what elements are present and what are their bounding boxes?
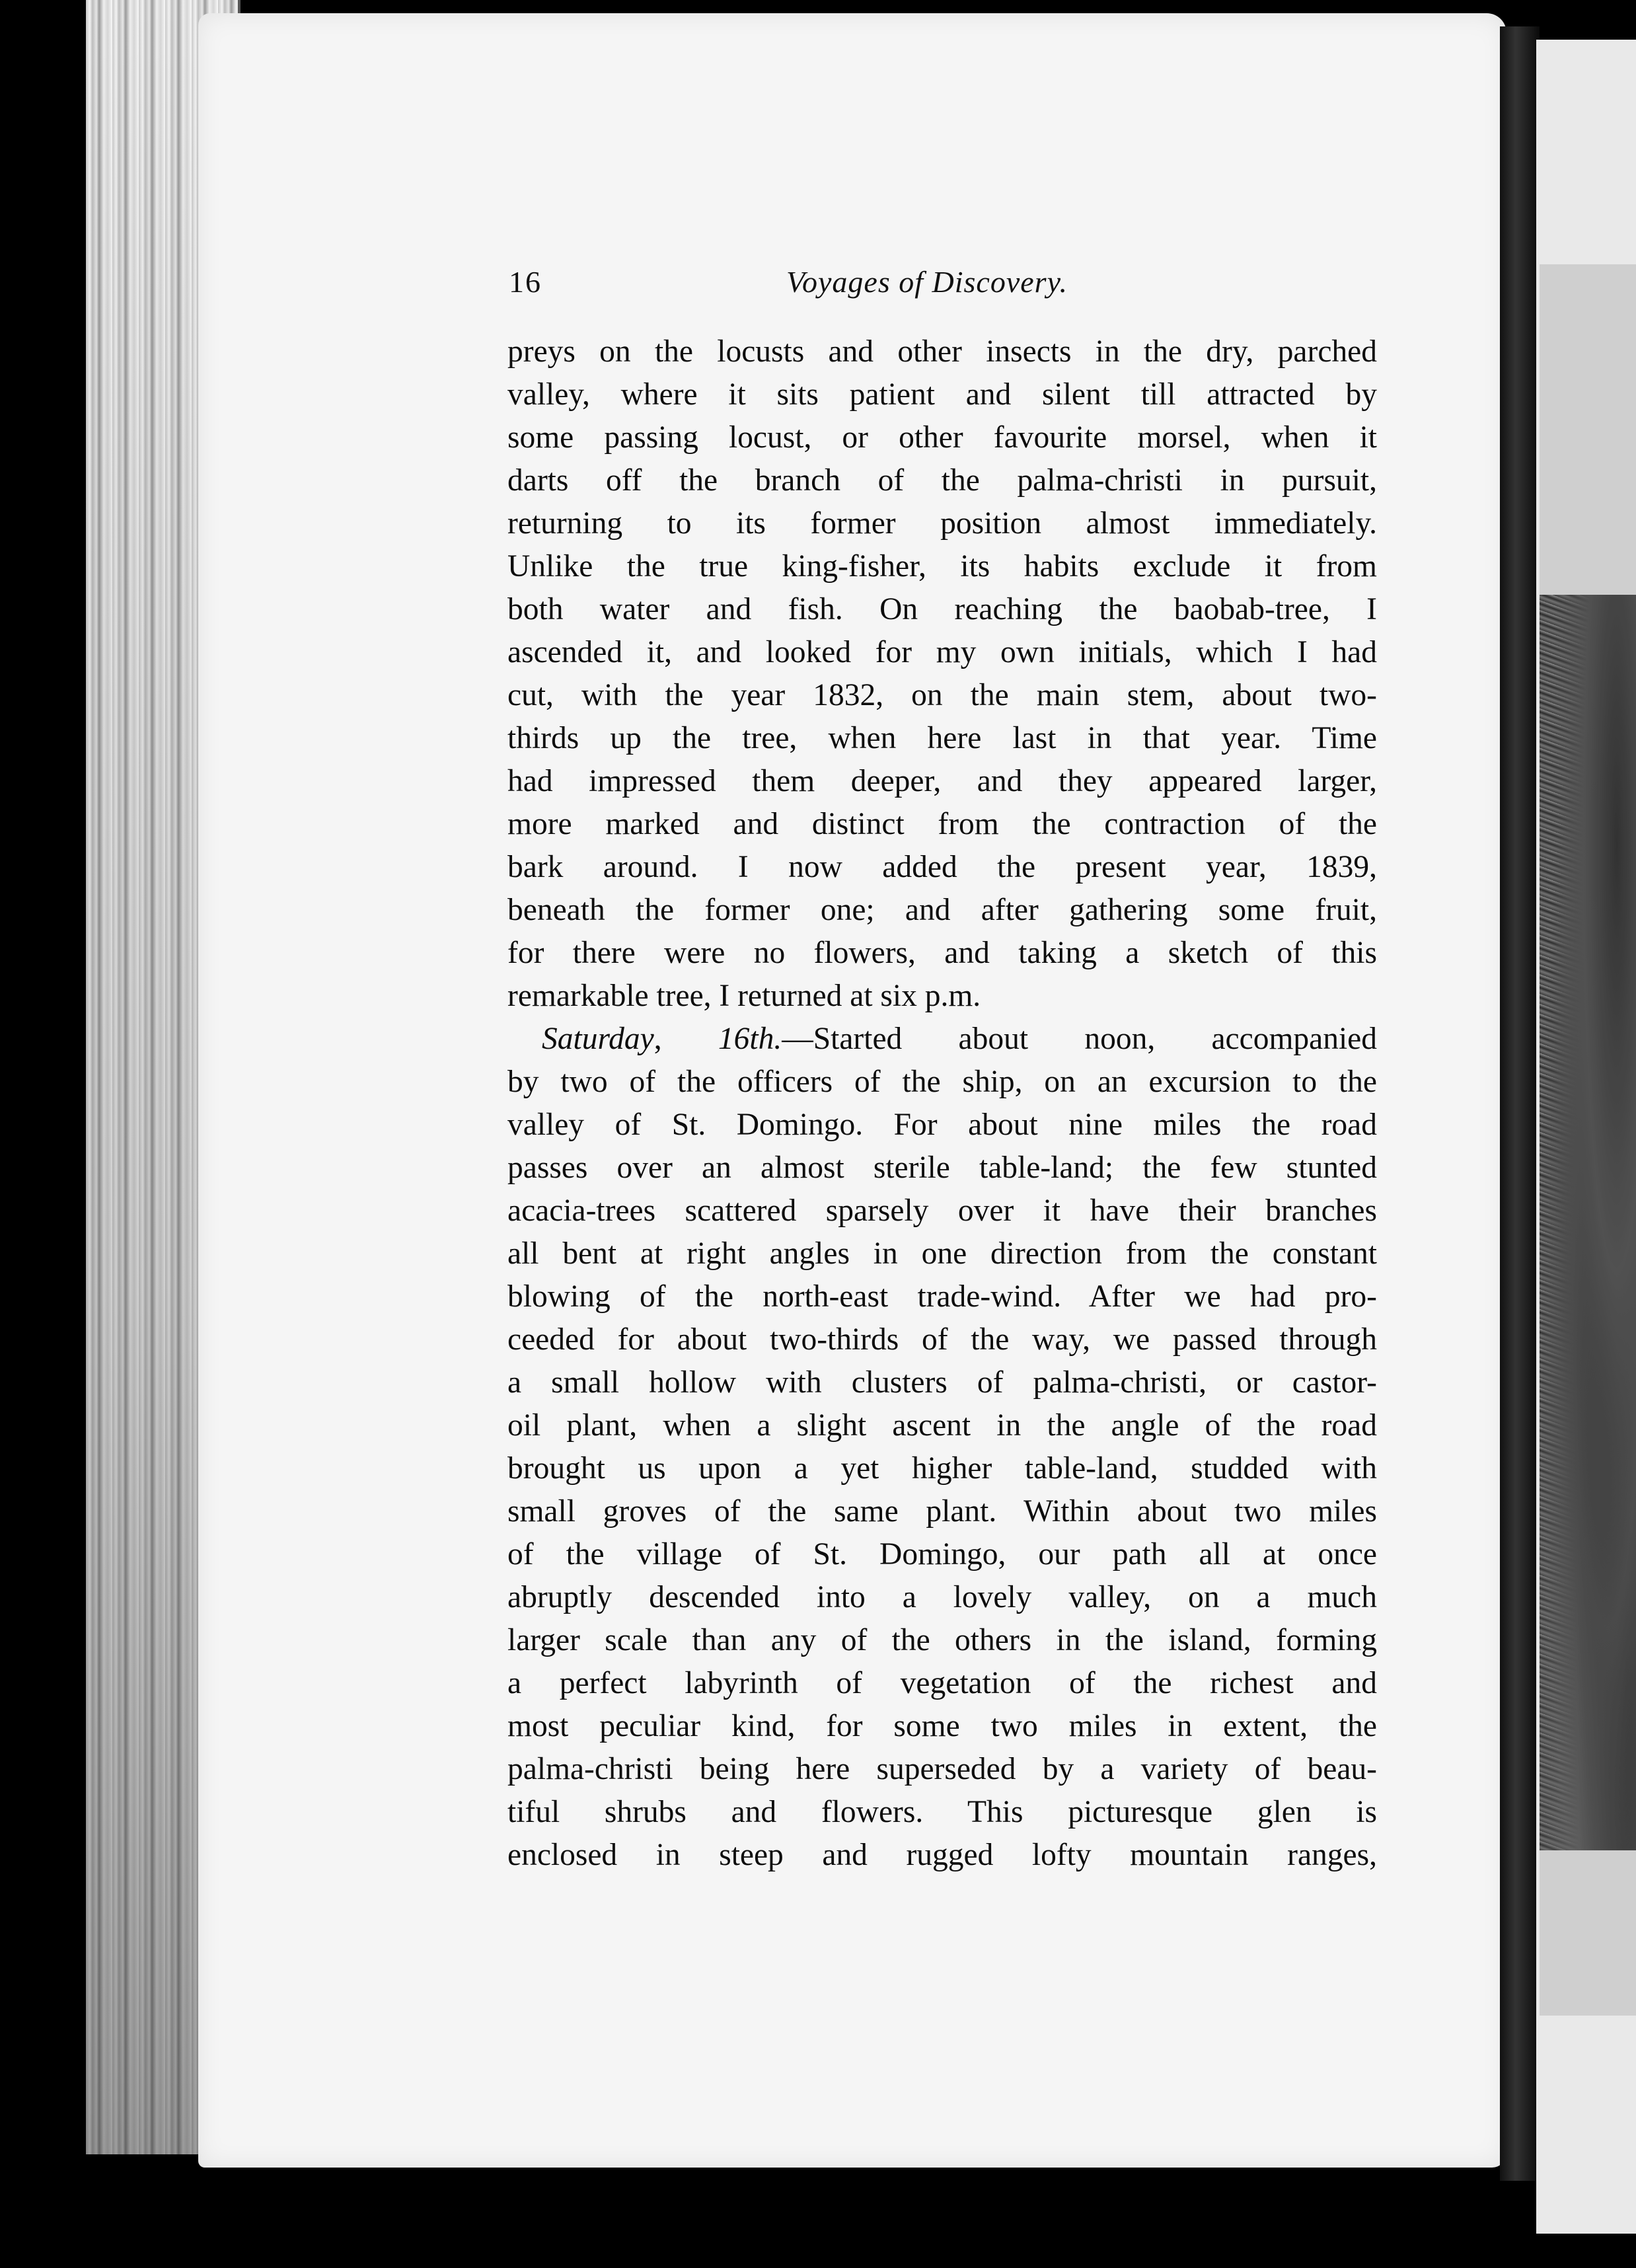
- running-title: Voyages of Discovery.: [786, 265, 1068, 299]
- first-line-rest: —Started about noon, accompanied: [782, 1022, 1378, 1056]
- text-line: abruptly descended into a lovely valley, on a much: [507, 1580, 1377, 1614]
- text-line: ceeded for about two-thirds of the way, we passed through: [507, 1322, 1377, 1357]
- text-line: oil plant, when a slight ascent in the angle of the road: [507, 1408, 1377, 1443]
- text-line: by two of the officers of the ship, on an excursion to the: [507, 1065, 1377, 1099]
- text-line: valley, where it sits patient and silent till attracted by: [507, 377, 1377, 412]
- text-line: Unlike the true king-fisher, its habits exclude it from: [507, 549, 1377, 584]
- text-line: ascended it, and looked for my own initials, which I had: [507, 635, 1377, 669]
- text-line: darts off the branch of the palma-christi in pursuit,: [507, 463, 1377, 498]
- text-line: thirds up the tree, when here last in that year. Time: [507, 721, 1377, 755]
- text-line: for there were no flowers, and taking a sketch of this: [507, 936, 1377, 970]
- text-line: larger scale than any of the others in the island, forming: [507, 1623, 1377, 1657]
- date-day: Saturday: [542, 1022, 654, 1056]
- text-line: all bent at right angles in one direction from the constant: [507, 1236, 1377, 1271]
- text-line: small groves of the same plant. Within about two miles: [507, 1494, 1377, 1529]
- text-line: enclosed in steep and rugged lofty mountain ranges,: [507, 1838, 1377, 1872]
- text-line: beneath the former one; and after gathering some fruit,: [507, 893, 1377, 927]
- text-line: a perfect labyrinth of vegetation of the richest and: [507, 1666, 1377, 1700]
- book-gutter: [1500, 26, 1540, 2181]
- text-line: bark around. I now added the present year, 1839,: [507, 850, 1377, 884]
- paragraph-1: [507, 330, 1377, 1018]
- date-number: 16th.: [718, 1022, 782, 1056]
- text-line: valley of St. Domingo. For about nine miles the road: [507, 1108, 1377, 1142]
- text-line: palma-christi being here superseded by a variety of beau-: [507, 1752, 1377, 1786]
- text-line: some passing locust, or other favourite morsel, when it: [507, 420, 1377, 455]
- text-line: cut, with the year 1832, on the main stem, about two-: [507, 678, 1377, 712]
- text-line: brought us upon a yet higher table-land, studded with: [507, 1451, 1377, 1486]
- text-line: both water and fish. On reaching the baobab-tree, I: [507, 592, 1377, 626]
- running-head: [509, 264, 1381, 304]
- text-line: most peculiar kind, for some two miles in extent, the: [507, 1709, 1377, 1743]
- text-line: of the village of St. Domingo, our path all at once: [507, 1537, 1377, 1571]
- paragraph-2: [507, 1018, 1377, 1877]
- text-line: preys on the locusts and other insects in the dry, parched: [507, 334, 1377, 369]
- text-line: remarkable tree, I returned at six p.m.: [507, 979, 981, 1013]
- text-line: had impressed them deeper, and they appeared larger,: [507, 764, 1377, 798]
- body-text: [507, 330, 1377, 1877]
- text-line: tiful shrubs and flowers. This picturesque glen is: [507, 1795, 1377, 1829]
- text-line: [507, 1018, 1377, 1061]
- date-separator: ,: [653, 1022, 718, 1056]
- text-line: acacia-trees scattered sparsely over it have their branches: [507, 1193, 1377, 1228]
- text-line: passes over an almost sterile table-land; the few stunted: [507, 1151, 1377, 1185]
- facing-page-tree-illustration: [1540, 595, 1636, 1850]
- text-line: more marked and distinct from the contraction of the: [507, 807, 1377, 841]
- text-line: blowing of the north-east trade-wind. After we had pro-: [507, 1279, 1377, 1314]
- text-line: a small hollow with clusters of palma-christi, or castor-: [507, 1365, 1377, 1400]
- page-number: 16: [509, 265, 542, 299]
- text-line: returning to its former position almost immediately.: [507, 506, 1377, 541]
